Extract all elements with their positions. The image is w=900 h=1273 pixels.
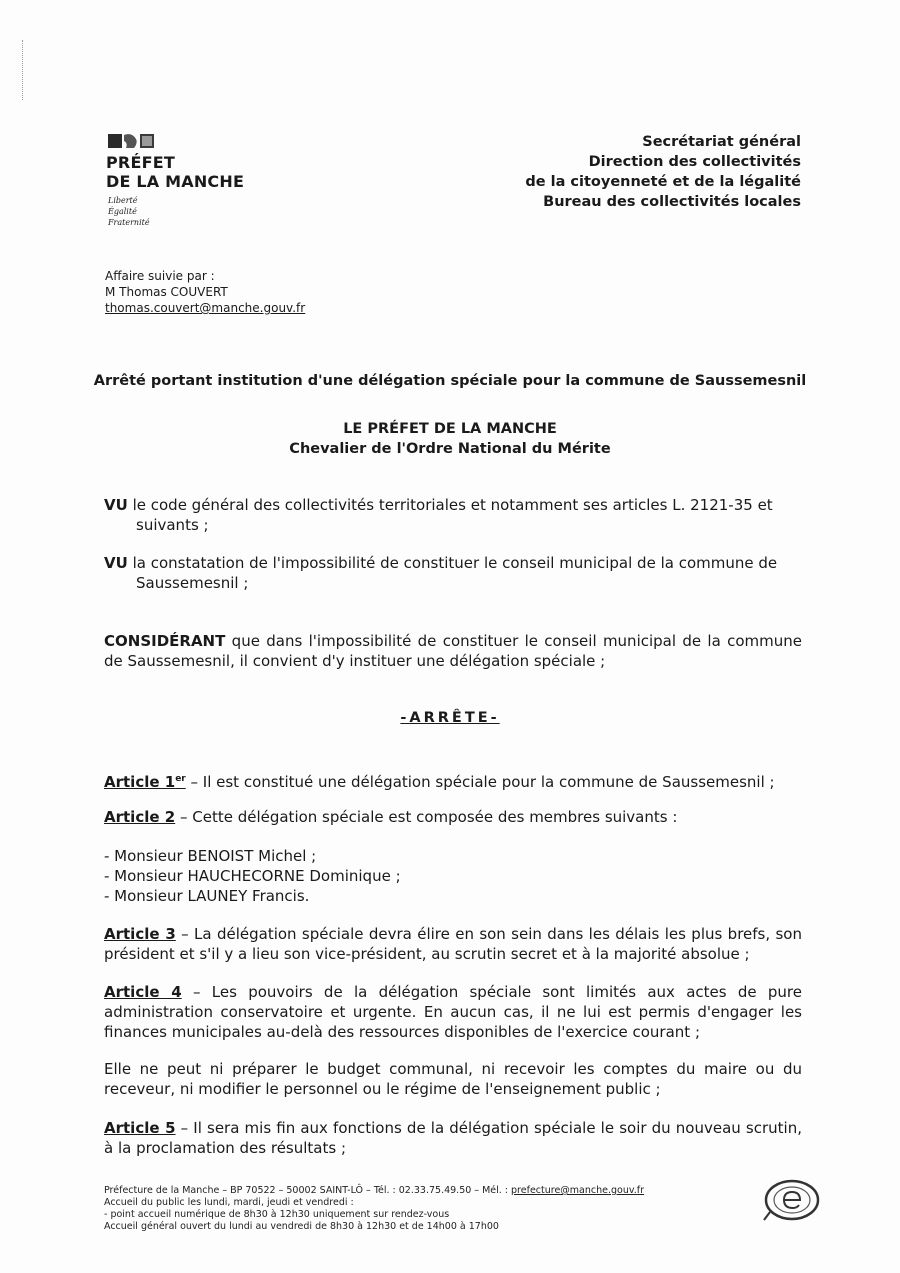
considerant-label: CONSIDÉRANT [104,632,226,650]
arrete-heading [0,710,900,726]
article-5 [104,1118,802,1158]
vu-1 [104,495,802,535]
members-list [104,846,401,906]
footer-line: Préfecture de la Manche – BP 70522 – 50002 SAINT-LÔ – Tél. : 02.33.75.49.50 – Mél. : prefecture@manche.gouv.fr [104,1185,645,1196]
article-label: Article 1er [104,773,186,791]
vu-text: le code général des collectivités territoriales et notamment ses articles L. 2121-35 et [132,496,773,514]
footer-line: - point accueil numérique de 8h30 à 12h30 uniquement sur rendez-vous [104,1209,450,1220]
service-line: Bureau des collectivités locales [543,194,801,210]
vu-2 [104,553,802,593]
service-line: Secrétariat général [642,134,801,150]
article-text: – Les pouvoirs de la délégation spéciale sont limités aux actes de pure administration conservatoire et urgente. En aucun cas, il ne lui est permis d'engager les finances municipales au-delà des ressources disponibles de l'exercice courant ; [104,983,802,1041]
vu-text-cont: Saussemesnil ; [136,574,249,592]
vu-label: VU [104,554,128,572]
service-block [525,132,801,212]
prefet-title-line2: Chevalier de l'Ordre National du Mérite [289,441,611,457]
article-label: Article 3 [104,925,176,943]
list-item: - Monsieur BENOIST Michel ; [104,847,317,865]
prefet-title [0,419,900,459]
article-4-cont [104,1059,802,1099]
prefet-line2: DE LA MANCHE [106,172,245,191]
prefet-line1: PRÉFET [106,153,175,172]
prefet-title-line1: LE PRÉFET DE LA MANCHE [343,421,557,437]
article-text: – Il sera mis fin aux fonctions de la délégation spéciale le soir du nouveau scrutin, à la proclamation des résultats ; [104,1119,802,1157]
scan-mark [22,40,24,100]
vu-text-cont: suivants ; [136,516,209,534]
service-line: de la citoyenneté et de la légalité [525,174,801,190]
footer-line: Accueil général ouvert du lundi au vendredi de 8h30 à 12h30 et de 14h00 à 17h00 [104,1221,499,1232]
article-label: Article 2 [104,808,176,826]
contact-block [105,268,305,316]
devise [108,195,150,228]
footer-line: Accueil du public les lundi, mardi, jeudi et vendredi : [104,1197,354,1208]
list-item: - Monsieur LAUNEY Francis. [104,887,310,905]
contact-name: M Thomas COUVERT [105,285,228,299]
document-title: Arrêté portant institution d'une délégation spéciale pour la commune de Saussemesnil [93,373,807,389]
article-3 [104,924,802,964]
article-label: Article 4 [104,983,182,1001]
article-1 [104,769,802,792]
considerant-text: que dans l'impossibilité de constituer le conseil municipal de la commune de Saussemesnil, il convient d'y instituer une délégation spéciale ; [104,632,802,670]
service-line: Direction des collectivités [588,154,801,170]
devise-fraternite: Fraternité [108,218,150,227]
devise-liberte: Liberté [108,196,138,205]
vu-label: VU [104,496,128,514]
marianne-logo [108,133,156,149]
article-text: – Cette délégation spéciale est composée des membres suivants : [179,808,678,826]
article-label: Article 5 [104,1119,176,1137]
vu-text: la constatation de l'impossibilité de constituer le conseil municipal de la commune de [132,554,778,572]
article-2 [104,807,802,827]
article-text: – Il est constitué une délégation spéciale pour la commune de Saussemesnil ; [190,773,775,791]
considerant [104,631,802,671]
article-4 [104,982,802,1042]
article-text: – La délégation spéciale devra élire en son sein dans les délais les plus brefs, son président et s'il y a lieu son vice-président, au scrutin secret et à la majorité absolue ; [104,925,802,963]
accessibility-logo-icon [762,1178,820,1224]
arrete-text: -ARRÊTE- [400,710,500,726]
contact-email[interactable]: thomas.couvert@manche.gouv.fr [105,301,306,315]
footer [104,1185,644,1233]
prefet-name [106,153,244,191]
contact-label: Affaire suivie par : [105,269,215,283]
devise-egalite: Égalité [108,207,137,216]
footer-email[interactable]: prefecture@manche.gouv.fr [511,1185,645,1196]
article-text: Elle ne peut ni préparer le budget communal, ni recevoir les comptes du maire ou du receveur, ni modifier le personnel ou le régime de l'enseignement public ; [104,1060,802,1098]
list-item: - Monsieur HAUCHECORNE Dominique ; [104,867,401,885]
